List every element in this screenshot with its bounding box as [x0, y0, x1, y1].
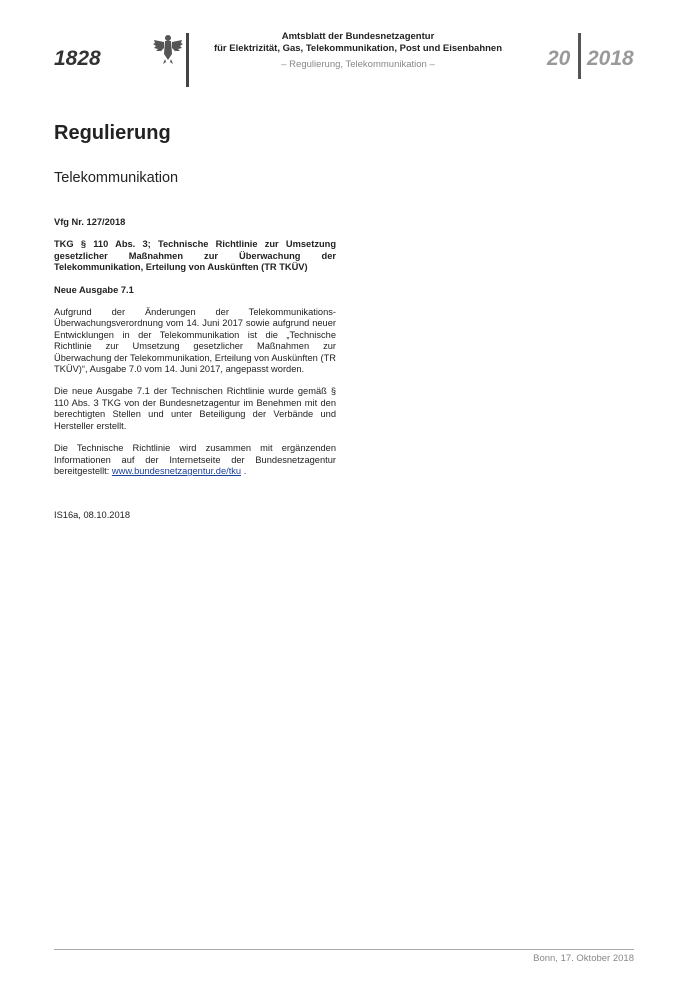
paragraph-3-end: .	[241, 465, 247, 476]
header-title-line1: Amtsblatt der Bundesnetzagentur	[281, 31, 435, 42]
article-column	[54, 217, 336, 533]
vfg-number: Vfg Nr. 127/2018	[54, 217, 126, 227]
footer-date: Bonn, 17. Oktober 2018	[533, 953, 634, 964]
paragraph-2: Die neue Ausgabe 7.1 der Technischen Richtlinie wurde gemäß § 110 Abs. 3 TKG von der Bundesnetzagentur im Benehmen mit den berechtigten Stellen und unter Beteiligung der Verbände und Hersteller erstellt.	[54, 386, 336, 431]
section-subtitle: Telekommunikation	[54, 170, 179, 186]
footer-divider	[54, 949, 634, 950]
edition-heading: Neue Ausgabe 7.1	[54, 284, 134, 295]
eagle-emblem-icon	[152, 32, 184, 66]
page-number: 1828	[54, 47, 101, 70]
header-divider-left	[186, 33, 189, 87]
issue-number: 20	[547, 47, 571, 70]
header-title	[200, 31, 516, 55]
bnetza-tku-link[interactable]: www.bundesnetzagentur.de/tku	[111, 465, 242, 476]
issue-year: 2018	[587, 47, 634, 70]
section-title: Regulierung	[54, 122, 171, 144]
header-divider-right	[578, 33, 581, 79]
header-title-line2: für Elektrizität, Gas, Telekommunikation, Post und Eisenbahnen	[213, 43, 503, 54]
paragraph-1: Aufgrund der Änderungen der Telekommunikations-Überwachungsverordnung vom 14. Juni 2017 sowie aufgrund neuer Entwicklungen in der Telekommunikation ist die „Technische Richtlinie zur Umsetzung gesetzlicher Maßnahmen zur Überwachung der Telekommunikation, Erteilung von Auskünften (TR TKÜV)“, Ausgabe 7.0 vom 14. Juni 2017, angepasst worden.	[54, 307, 336, 375]
paragraph-3	[54, 443, 336, 477]
reference-line: IS16a, 08.10.2018	[54, 510, 130, 521]
header-subtitle: – Regulierung, Telekommunikation –	[281, 59, 435, 70]
paragraph-3-text: Die Technische Richtlinie wird zusammen mit ergänzenden Informationen auf der Internetseite der Bundesnetzagentur bereitgestellt:	[54, 443, 336, 476]
article-heading: TKG § 110 Abs. 3; Technische Richtlinie zur Umsetzung gesetzlicher Maßnahmen zur Überwachung der Telekommunikation, Erteilung von Auskünften (TR TKÜV)	[54, 239, 336, 273]
